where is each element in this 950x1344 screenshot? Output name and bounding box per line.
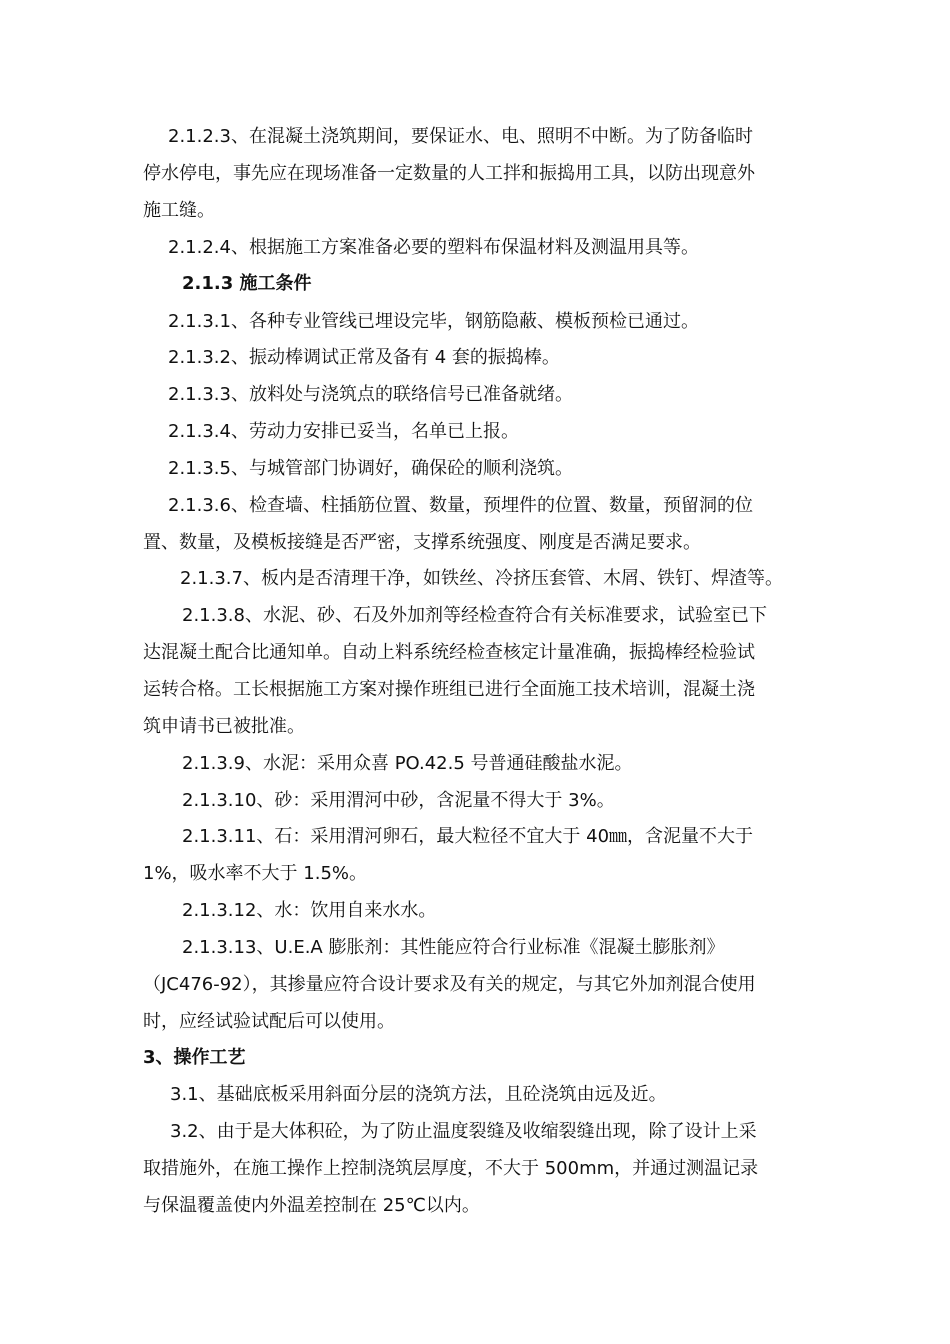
paragraph-line: 与保温覆盖使内外温差控制在 25℃以内。: [143, 1195, 480, 1216]
paragraph-line: 2.1.3.8、水泥、砂、石及外加剂等经检查符合有关标准要求，试验室已下: [182, 605, 767, 626]
paragraph-line: 施工缝。: [143, 200, 215, 221]
paragraph-line: 运转合格。工长根据施工方案对操作班组已进行全面施工技术培训，混凝土浇: [143, 679, 755, 700]
paragraph-line: （JC476-92），其掺量应符合设计要求及有关的规定，与其它外加剂混合使用: [143, 974, 756, 995]
paragraph-line: 2.1.3.13、U.E.A 膨胀剂：其性能应符合行业标准《混凝土膨胀剂》: [182, 937, 725, 958]
paragraph-line: 2.1.3.11、石：采用渭河卵石，最大粒径不宜大于 40㎜，含泥量不大于: [182, 826, 754, 847]
paragraph-line: 置、数量，及模板接缝是否严密，支撑系统强度、刚度是否满足要求。: [143, 532, 701, 553]
section-heading: 2.1.3 施工条件: [182, 273, 312, 294]
paragraph-line: 取措施外，在施工操作上控制浇筑层厚度，不大于 500mm，并通过测温记录: [143, 1158, 759, 1179]
paragraph-line: 1%，吸水率不大于 1.5%。: [143, 863, 368, 884]
paragraph-line: 2.1.3.7、板内是否清理干净，如铁丝、冷挤压套管、木屑、铁钉、焊渣等。: [180, 568, 783, 589]
paragraph-line: 3.2、由于是大体积砼，为了防止温度裂缝及收缩裂缝出现，除了设计上采: [170, 1121, 757, 1142]
paragraph-line: 2.1.3.12、水：饮用自来水水。: [182, 900, 437, 921]
paragraph-line: 2.1.3.5、与城管部门协调好，确保砼的顺利浇筑。: [168, 458, 573, 479]
paragraph-line: 2.1.3.10、砂：采用渭河中砂，含泥量不得大于 3%。: [182, 790, 615, 811]
paragraph-line: 时，应经试验试配后可以使用。: [143, 1011, 395, 1032]
paragraph-line: 达混凝土配合比通知单。自动上料系统经检查核定计量准确，振捣棒经检验试: [143, 642, 755, 663]
section-heading: 3、操作工艺: [143, 1047, 246, 1068]
paragraph-line: 停水停电，事先应在现场准备一定数量的人工拌和振捣用工具，以防出现意外: [143, 163, 755, 184]
paragraph-line: 3.1、基础底板采用斜面分层的浇筑方法，且砼浇筑由远及近。: [170, 1084, 667, 1105]
paragraph-line: 2.1.3.3、放料处与浇筑点的联络信号已准备就绪。: [168, 384, 573, 405]
paragraph-line: 2.1.3.1、各种专业管线已埋设完毕，钢筋隐蔽、模板预检已通过。: [168, 311, 699, 332]
paragraph-line: 2.1.3.4、劳动力安排已妥当，名单已上报。: [168, 421, 519, 442]
paragraph-line: 2.1.2.4、根据施工方案准备必要的塑料布保温材料及测温用具等。: [168, 237, 699, 258]
paragraph-line: 2.1.3.9、水泥：采用众喜 PO.42.5 号普通硅酸盐水泥。: [182, 753, 633, 774]
paragraph-line: 2.1.2.3、在混凝土浇筑期间，要保证水、电、照明不中断。为了防备临时: [168, 126, 753, 147]
paragraph-line: 筑申请书已被批准。: [143, 716, 305, 737]
paragraph-line: 2.1.3.2、振动棒调试正常及备有 4 套的振捣棒。: [168, 347, 560, 368]
paragraph-line: 2.1.3.6、检查墙、柱插筋位置、数量，预埋件的位置、数量，预留洞的位: [168, 495, 753, 516]
